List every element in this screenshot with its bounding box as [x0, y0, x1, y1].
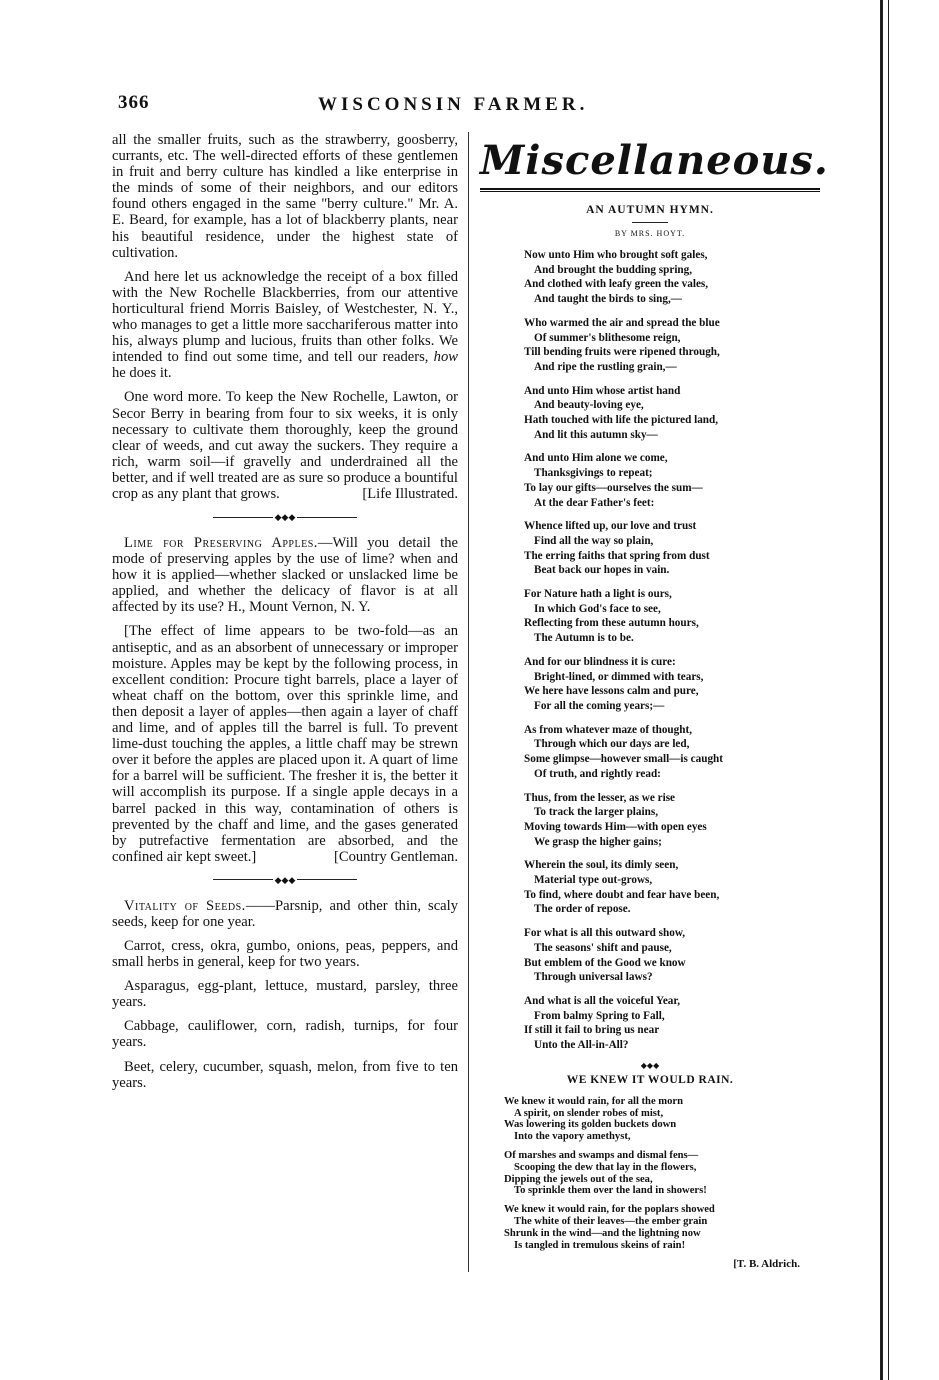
rain-poem-body — [480, 1096, 820, 1252]
lime-answer — [112, 623, 458, 864]
left-column — [112, 132, 458, 1099]
section-separator: ◆◆◆ — [112, 873, 458, 886]
poem-line: And taught the birds to sing,— — [534, 293, 682, 306]
page-edge-rule-thin — [888, 0, 889, 1380]
berry-article — [112, 132, 458, 502]
poem-line: Who warmed the air and spread the blue — [524, 316, 720, 329]
title-rule-thin — [480, 191, 820, 192]
poem-line: If still it fail to bring us near — [524, 1024, 660, 1037]
lime-article — [112, 535, 458, 865]
stanza — [524, 994, 820, 1053]
poem-line: Of summer's blithesome reign, — [534, 331, 681, 344]
poem-line: For what is all this outward show, — [524, 927, 686, 940]
berry-p2-emphasis: how — [433, 349, 458, 366]
poem-line: To find, where doubt and fear have been, — [524, 888, 720, 901]
running-title: WISCONSIN FARMER. — [318, 94, 589, 115]
poem-line: And ripe the rustling grain,— — [534, 360, 677, 373]
poem-line: In which God's face to see, — [534, 602, 661, 615]
seeds-heading: Vitality of Seeds. — [124, 897, 246, 914]
poem-line: Moving towards Him—with open eyes — [524, 820, 707, 833]
seeds-paragraph-1 — [112, 898, 458, 930]
poem-line: The erring faiths that spring from dust — [524, 549, 710, 562]
poem-line: Into the vapory amethyst, — [514, 1131, 631, 1143]
poem-line: We grasp the higher gains; — [534, 835, 662, 848]
poem-line: To lay our gifts—ourselves the sum— — [524, 481, 703, 494]
stanza — [524, 248, 820, 307]
poem-line: For all the coming years;— — [534, 699, 665, 712]
hymn-body — [480, 248, 820, 1053]
hymn-byline: BY MRS. HOYT. — [614, 229, 686, 238]
stanza — [524, 655, 820, 714]
poem-line: As from whatever maze of thought, — [524, 723, 692, 736]
poem-line: And for our blindness it is cure: — [524, 655, 676, 668]
lime-heading: Lime for Preserving Apples. — [124, 535, 318, 551]
stanza — [524, 587, 820, 646]
poem-line: Of truth, and rightly read: — [534, 767, 661, 780]
poem-line: Thanksgivings to repeat; — [534, 467, 653, 480]
right-column — [480, 132, 829, 1271]
poem-line: We knew it would rain, for all the morn — [504, 1095, 684, 1107]
poem-line: The Autumn is to be. — [534, 632, 634, 645]
poem-line: Some glimpse—however small—is caught — [524, 753, 723, 766]
lime-question — [112, 535, 458, 615]
stanza — [524, 316, 820, 375]
stanza — [504, 1096, 820, 1143]
stanza — [504, 1204, 820, 1251]
poem-line: To sprinkle them over the land in showers! — [514, 1185, 707, 1197]
rain-poem-title: WE KNEW IT WOULD RAIN. — [566, 1073, 734, 1086]
poem-line: Whence lifted up, our love and trust — [524, 520, 697, 533]
stanza — [524, 451, 820, 510]
poem-line: Find all the way so plain, — [534, 534, 654, 547]
page-edge-rule-thick — [880, 0, 883, 1380]
berry-paragraph-2 — [112, 269, 458, 382]
lime-question-text: —Will you detail the mode of preserving apples by the use of lime? when and how it is applied—whether slacked or unslacked lime be applied, and whether the delicacy of flavor is at all affected by its use? H., Mount Vernon, N. Y. — [112, 535, 459, 616]
poem-line: Shrunk in the wind—and the lightning now — [504, 1227, 701, 1239]
poem-line: We here have lessons calm and pure, — [524, 685, 699, 698]
stanza — [504, 1150, 820, 1197]
poem-separator: ◆◆◆ — [640, 1060, 660, 1070]
stanza — [524, 519, 820, 578]
seeds-paragraph-5: Beet, celery, cucumber, squash, melon, from five to ten years. — [112, 1058, 458, 1091]
poem-line: But emblem of the Good we know — [524, 956, 686, 969]
seeds-paragraph-4: Cabbage, cauliflower, corn, radish, turnips, for four years. — [112, 1018, 458, 1051]
rain-attribution: [T. B. Aldrich. — [733, 1258, 800, 1271]
berry-paragraph-3 — [112, 389, 458, 502]
berry-p3-text: One word more. To keep the New Rochelle, Lawton, or Secor Berry in bearing from four to six weeks, it is only necessary to cultivate them thoroughly, keep the ground clear of weeds, and cut away the suckers. They require a rich, warm soil—if gravelly and underdrained all the better, and if well treated are as sure so produce a bountiful crop as any plant that grows. — [112, 389, 458, 502]
poem-line: Is tangled in tremulous skeins of rain! — [514, 1239, 686, 1251]
poem-line: Through universal laws? — [534, 971, 653, 984]
berry-p2-tail: he does it. — [112, 365, 172, 382]
poem-line: Thus, from the lesser, as we rise — [524, 791, 676, 804]
berry-p2-text: And here let us acknowledge the receipt of a box filled with the New Rochelle Blackberries, from our attentive horticultural friend Morris Baisley, of Westchester, N. Y., who manages to get a little more sacchariferous matter into his, always plump and lucious, fruits than other folks. We intended to find out some time, and tell our readers, — [112, 268, 458, 366]
page-number: 366 — [118, 92, 150, 113]
poem-line: And clothed with leafy green the vales, — [524, 278, 709, 291]
poem-line: And brought the budding spring, — [534, 263, 693, 276]
berry-paragraph-1: all the smaller fruits, such as the strawberry, goosberry, currants, etc. The well-directed efforts of these gentlemen in fruit and berry culture has kindled a like enterprise in the minds of some of their neighbors, and our editors found others engaged in the same "berry culture." Mr. A. E. Beard, for example, has a lot of blackberry plants, near his beautiful residence, under the highest state of cultivation. — [112, 132, 458, 261]
poem-line: To track the larger plains, — [534, 806, 658, 819]
poem-line: Dipping the jewels out of the sea, — [504, 1173, 653, 1185]
poem-line: And unto Him alone we come, — [524, 452, 668, 465]
hymn-title: AN AUTUMN HYMN. — [586, 204, 714, 216]
column-divider — [468, 132, 469, 1272]
seeds-paragraph-2: Carrot, cress, okra, gumbo, onions, peas, peppers, and small herbs in general, keep for two years. — [112, 938, 458, 971]
poem-line: The white of their leaves—the ember grain — [514, 1215, 708, 1227]
poem-line: Hath touched with life the pictured land, — [524, 414, 719, 427]
poem-line: Was lowering its golden buckets down — [504, 1119, 677, 1131]
seeds-article — [112, 898, 458, 1091]
poem-line: Of marshes and swamps and dismal fens— — [504, 1149, 699, 1161]
title-rule-thick — [480, 188, 820, 190]
poem-line: Beat back our hopes in vain. — [534, 564, 670, 577]
poem-line: And what is all the voiceful Year, — [524, 994, 681, 1007]
poem-line: Material type out-grows, — [534, 874, 653, 887]
stanza — [524, 858, 820, 917]
seeds-paragraph-3: Asparagus, egg-plant, lettuce, mustard, parsley, three years. — [112, 978, 458, 1011]
poem-line: Unto the All-in-All? — [534, 1039, 629, 1052]
poem-line: From balmy Spring to Fall, — [534, 1009, 665, 1022]
stanza — [524, 791, 820, 850]
section-separator: ◆◆◆ — [112, 510, 458, 523]
hymn-title-rule — [632, 222, 668, 223]
lime-answer-text: [The effect of lime appears to be two-fold—as an antiseptic, and as an absorbent of unnecessary or improper moisture. Apples may be kept by the following process, in excellent condition: Procure tight barrels, place a layer of wheat chaff on the bottom, over this sprinkle lime, and then deposit a layer of apples—then again a layer of chaff and lime, and of apples till the barrel is full. To prevent lime-dust touching the apples, a little chaff may be strewn over it before the apples are placed upon it. A quart of lime for a barrel will be sufficient. The fresher it is, the better it will accomplish its purpose. If a single apple decays in a barrel packed in this way, contamination of others is prevented by the chaff and lime, and the gases generated by putrefactive fermentation are absorbed, and the confined air kept sweet.] — [112, 623, 458, 865]
page-header — [118, 92, 778, 118]
poem-line: The order of repose. — [534, 903, 631, 916]
poem-line: Now unto Him who brought soft gales, — [524, 249, 708, 261]
poem-line: At the dear Father's feet: — [534, 496, 655, 509]
section-title: Miscellaneous. — [480, 137, 829, 184]
stanza — [524, 926, 820, 985]
berry-attribution: [Life Illustrated. — [362, 485, 458, 502]
poem-line: Through which our days are led, — [534, 738, 690, 751]
poem-line: The seasons' shift and pause, — [534, 941, 672, 954]
poem-line: For Nature hath a light is ours, — [524, 588, 672, 601]
poem-line: A spirit, on slender robes of mist, — [514, 1107, 664, 1119]
poem-line: Reflecting from these autumn hours, — [524, 617, 699, 630]
poem-line: Wherein the soul, its dimly seen, — [524, 859, 679, 872]
poem-line: And lit this autumn sky— — [534, 428, 658, 441]
stanza — [524, 723, 820, 782]
poem-line: Bright-lined, or dimmed with tears, — [534, 670, 704, 683]
seeds-text-1: ——Parsnip, and other thin, scaly seeds, keep for one year. — [112, 897, 459, 930]
stanza — [524, 384, 820, 443]
poem-line: And beauty-loving eye, — [534, 399, 644, 412]
poem-line: Till bending fruits were ripened through, — [524, 346, 720, 359]
poem-line: We knew it would rain, for the poplars showed — [504, 1204, 715, 1216]
poem-line: And unto Him whose artist hand — [524, 384, 681, 397]
poem-line: Scooping the dew that lay in the flowers, — [514, 1161, 697, 1173]
lime-attribution: [Country Gentleman. — [333, 848, 458, 865]
